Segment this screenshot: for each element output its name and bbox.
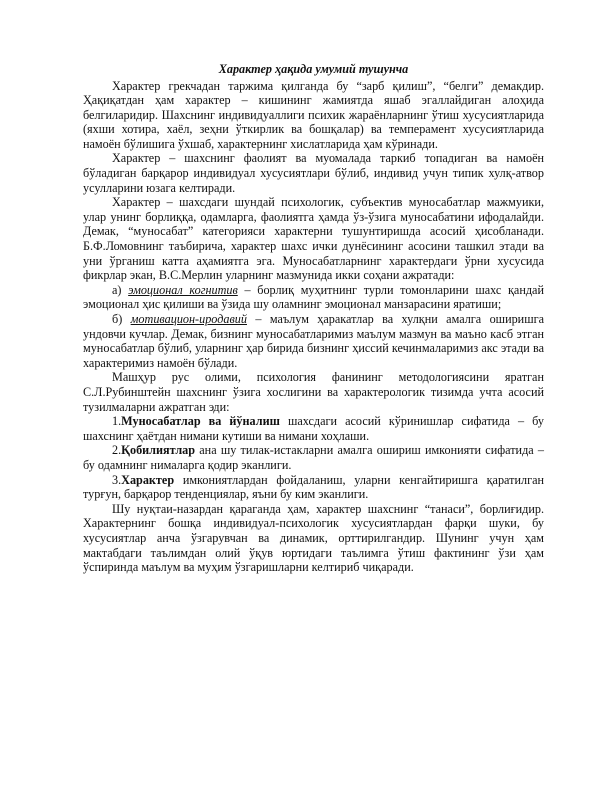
numbered-item-3	[83, 473, 544, 502]
paragraph-text: Характер – шахснинг фаолият ва муомалада таркиб топадиган ва намоён бўладиган барқарор индивидуал хусусиятлари бўлиб, индивид учун типик хулқ-атвор усулларини юзага келтиради.	[83, 151, 544, 195]
bold-term: Қобилиятлар	[121, 443, 196, 458]
paragraph-1	[83, 79, 544, 152]
bold-term: Муносабатлар ва йўналиш	[121, 414, 280, 429]
numbered-item-2	[83, 443, 544, 472]
paragraph-text: Характер грекчадан таржима қилганда бу “зарб қилиш”, “белги” демакдир. Ҳақиқатдан ҳам характер – кишининг жамиятда яшаб эгаллайдиган алоҳида белгиларидир. Шахснинг индивидуаллиги психик жараёнларнинг ўтиш хусусиятларида (яхши хотира, хаёл, зеҳни ўткирлик ва бошқалар) ва темперамент хусусиятларида намоён бўлишига ўхшаб, характернинг хислатларида ҳам кўринади.	[83, 78, 544, 151]
list-prefix: 1.	[112, 414, 122, 429]
list-prefix: 2.	[112, 443, 122, 458]
list-item-b	[83, 312, 544, 370]
paragraph-6	[83, 370, 544, 414]
paragraph-text: Машҳур рус олими, психология фанининг методологиясини яратган С.Л.Рубинштейн шахснинг ўзига хослигини ва характерологик тизимда учта асосий тузилмаларни ажратган эди:	[83, 370, 544, 414]
paragraph-10	[83, 502, 544, 575]
paragraph-text: Характер – шахсдаги шундай психологик, субъектив муносабатлар мажмуики, улар унинг борлиққа, одамларга, фаолиятга ҳамда ўз-ўзига муносабатини ифодалайди. Демак, “муносабат” категорияси характерни тушунтиришда асосий ҳисобланади. Б.Ф.Ломовнинг таъбирича, характер шахс ички дунёсининг асосини ташкил этади ва уни ўрганиш катта аҳамиятга эга. Муносабатларнинг характердаги ўрни хусусида фикрлар экан, В.С.Мерлин уларнинг мазмунида икки соҳани ажратади:	[83, 195, 544, 283]
term-motivational-volitional: мотивацион-иродавий	[130, 312, 247, 326]
paragraph-3	[83, 195, 544, 283]
paragraph-text: – маълум ҳаракатлар ва хулқни амалга оширишга ундовчи кучлар. Демак, бизнинг муносабатларимиз маълум мазмун ва маъно касб этган муносабатлар бўлиб, уларнинг ҳар бирида бизнинг ҳиссий кечинмаларимиз акс этади ва характеримиз намоён бўлади.	[83, 312, 544, 370]
paragraph-text: шахсдаги асосий кўринишлар сифатида – бу шахснинг ҳаётдан нимани кутиши ва нимани хоҳлаши.	[83, 414, 544, 443]
paragraph-2	[83, 151, 544, 195]
bold-term: Характер	[121, 472, 175, 487]
list-item-a	[83, 283, 544, 312]
list-prefix: 3.	[112, 472, 122, 487]
document-title: Характер ҳақида умумий тушунча	[218, 62, 409, 76]
paragraph-text: ана шу тилак-истакларни амалга ошириш имконияти сифатида – бу одамнинг нималарга қодир эканлиги.	[83, 443, 544, 472]
list-prefix: б)	[112, 312, 131, 326]
document-body	[83, 62, 544, 575]
paragraph-text: Шу нуқтаи-назардан қараганда ҳам, характер шахснинг “танаси”, борлиғидир. Характернинг бошқа индивидуал-психологик хусусиятлардан фарқи шуки, бу хусусиятлар анча ўзгарувчан ва динамик, орттирилгандир. Шунинг учун ҳам мактабдаги таълимдан олий ўқув юртидаги таълимга ўтиш фактининг ўзи ҳам ўспиринда маълум ва муҳим ўзгаришларни келтириб чиқаради.	[83, 501, 544, 575]
numbered-item-1	[83, 414, 544, 443]
paragraph-text: – борлиқ муҳитнинг турли томонларини шахс қандай эмоционал ҳис қилиши ва ўзида шу оламнинг эмоционал манзарасини яратиши;	[83, 282, 544, 312]
list-prefix: а)	[112, 282, 129, 297]
term-emotional-cognitive: эмоционал когнитив	[128, 282, 238, 297]
paragraph-text: имкониятлардан фойдаланиш, уларни кенгайтиришга қаратилган турғун, барқарор тенденциялар, яъни бу ким эканлиги.	[83, 472, 544, 502]
